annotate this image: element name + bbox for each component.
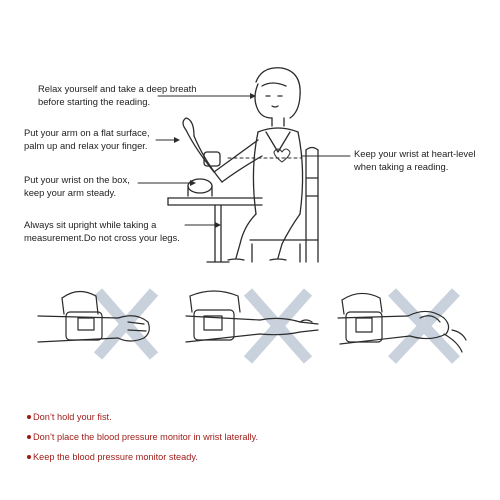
- instruction-sit-upright-line2: measurement.Do not cross your legs.: [24, 231, 180, 243]
- red-dot-icon: [27, 415, 31, 419]
- warning-fist: [27, 411, 112, 423]
- instruction-arm-surface-line1: Put your arm on a flat surface,: [24, 127, 150, 138]
- instruction-sit-upright-line1: Always sit upright while taking a: [24, 219, 157, 230]
- warning-steady: [27, 451, 198, 463]
- cross-mark-icon: [98, 292, 154, 356]
- instruction-heart-level-line2: when taking a reading.: [354, 160, 449, 172]
- cross-mark-icon: [392, 292, 456, 360]
- instruction-wrist-box-line2: keep your arm steady.: [24, 186, 117, 198]
- instruction-relax-line1: Relax yourself and take a deep breath: [38, 83, 197, 94]
- incorrect-fist-panel: [38, 291, 154, 356]
- warning-fist-text: Don’t hold your fist.: [33, 412, 112, 422]
- instruction-arm-surface-line2: palm up and relax your finger.: [24, 139, 148, 151]
- instruction-relax-line2: before starting the reading.: [38, 95, 151, 107]
- cross-mark-icon: [248, 292, 308, 360]
- instruction-heart-level-line1: Keep your wrist at heart-level: [354, 148, 476, 159]
- warning-lateral: [27, 431, 258, 443]
- red-dot-icon: [27, 455, 31, 459]
- red-dot-icon: [27, 435, 31, 439]
- incorrect-lateral-panel: [186, 291, 318, 360]
- warning-lateral-text: Don’t place the blood pressure monitor in wrist laterally.: [33, 432, 259, 442]
- warning-steady-text: Keep the blood pressure monitor steady.: [33, 452, 198, 462]
- instruction-wrist-box-line1: Put your wrist on the box,: [24, 174, 130, 185]
- incorrect-steady-panel: [338, 292, 466, 360]
